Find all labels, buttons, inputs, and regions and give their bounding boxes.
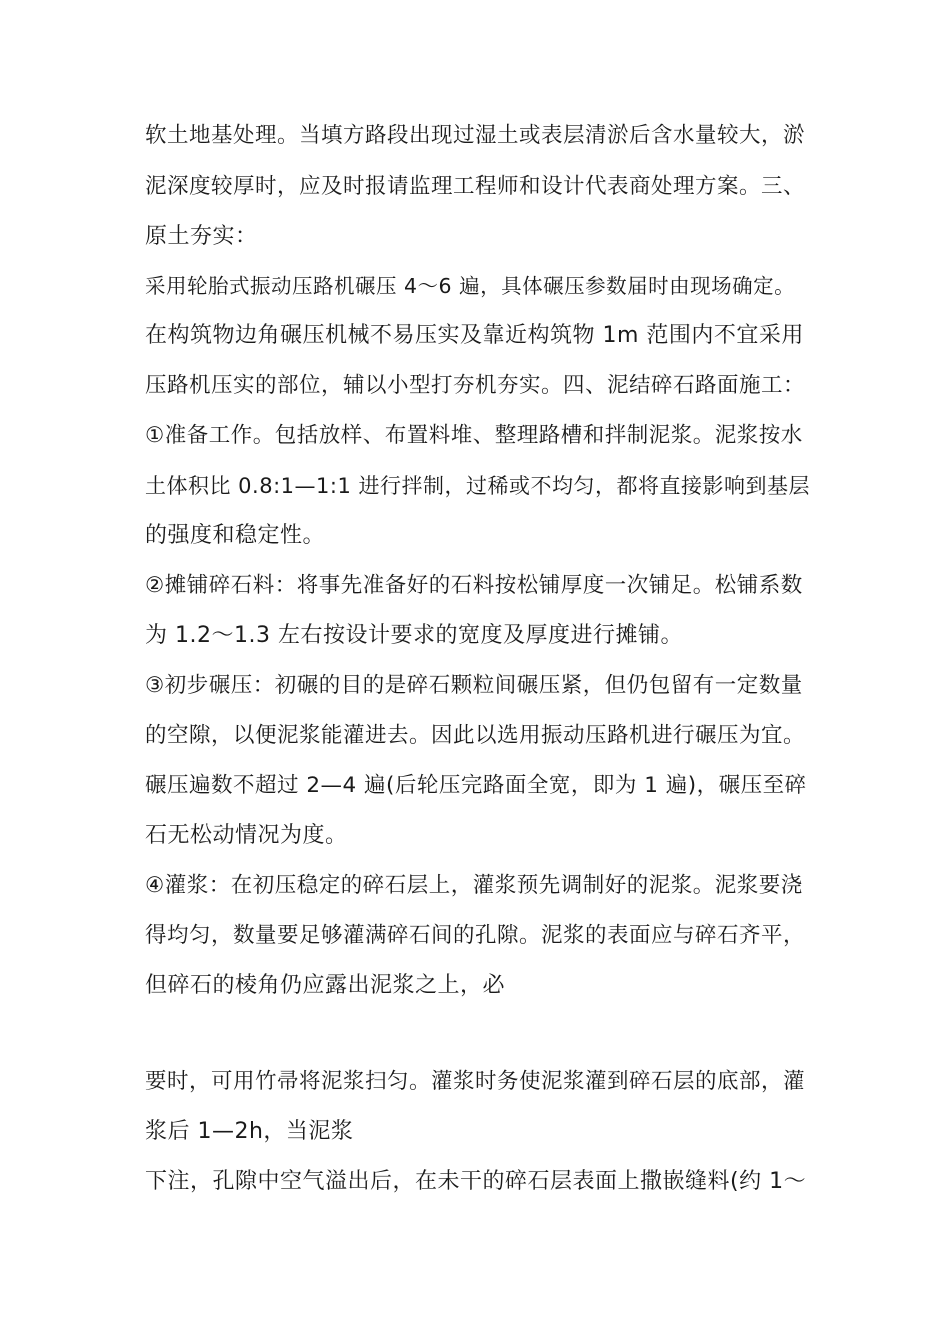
text-line: 采用轮胎式振动压路机碾压 4～6 遍，具体碾压参数届时由现场确定。	[145, 274, 796, 298]
text-line: 压路机压实的部位，辅以小型打夯机夯实。四、泥结碎石路面施工：	[145, 373, 806, 398]
text-line: 的空隙，以便泥浆能灌进去。因此以选用振动压路机进行碾压为宜。	[145, 723, 806, 748]
text-line: 碾压遍数不超过 2—4 遍(后轮压完路面全宽，即为 1 遍)，碾压至碎	[145, 773, 807, 798]
text-line: ④灌浆：在初压稳定的碎石层上，灌浆预先调制好的泥浆。泥浆要浇	[145, 873, 803, 898]
text-line: ②摊铺碎石料：将事先准备好的石料按松铺厚度一次铺足。松铺系数	[145, 573, 803, 598]
text-line: 软土地基处理。当填方路段出现过湿土或表层清淤后含水量较大，淤	[145, 123, 806, 148]
text-line: 要时，可用竹帚将泥浆扫匀。灌浆时务使泥浆灌到碎石层的底部，灌	[145, 1069, 806, 1094]
text-line: 泥深度较厚时，应及时报请监理工程师和设计代表商处理方案。三、	[145, 174, 806, 199]
text-line: 但碎石的棱角仍应露出泥浆之上，必	[145, 973, 506, 998]
text-line: 的强度和稳定性。	[145, 523, 326, 548]
text-line: 土体积比 0.8:1—1:1 进行拌制，过稀或不均匀，都将直接影响到基层	[145, 474, 810, 498]
text-line: 在构筑物边角碾压机械不易压实及靠近构筑物 1m 范围内不宜采用	[145, 323, 804, 348]
text-line: 石无松动情况为度。	[145, 823, 348, 848]
text-line: ①准备工作。包括放样、布置料堆、整理路槽和拌制泥浆。泥浆按水	[145, 423, 803, 448]
text-line: 浆后 1—2h，当泥浆	[145, 1119, 354, 1144]
text-line: 得均匀，数量要足够灌满碎石间的孔隙。泥浆的表面应与碎石齐平，	[145, 923, 806, 948]
text-line: 下注，孔隙中空气溢出后，在未干的碎石层表面上撒嵌缝料(约 1～	[145, 1169, 807, 1194]
text-line: 原土夯实：	[145, 224, 258, 249]
text-line: ③初步碾压：初碾的目的是碎石颗粒间碾压紧，但仍包留有一定数量	[145, 673, 803, 698]
text-line: 为 1.2～1.3 左右按设计要求的宽度及厚度进行摊铺。	[145, 623, 683, 648]
